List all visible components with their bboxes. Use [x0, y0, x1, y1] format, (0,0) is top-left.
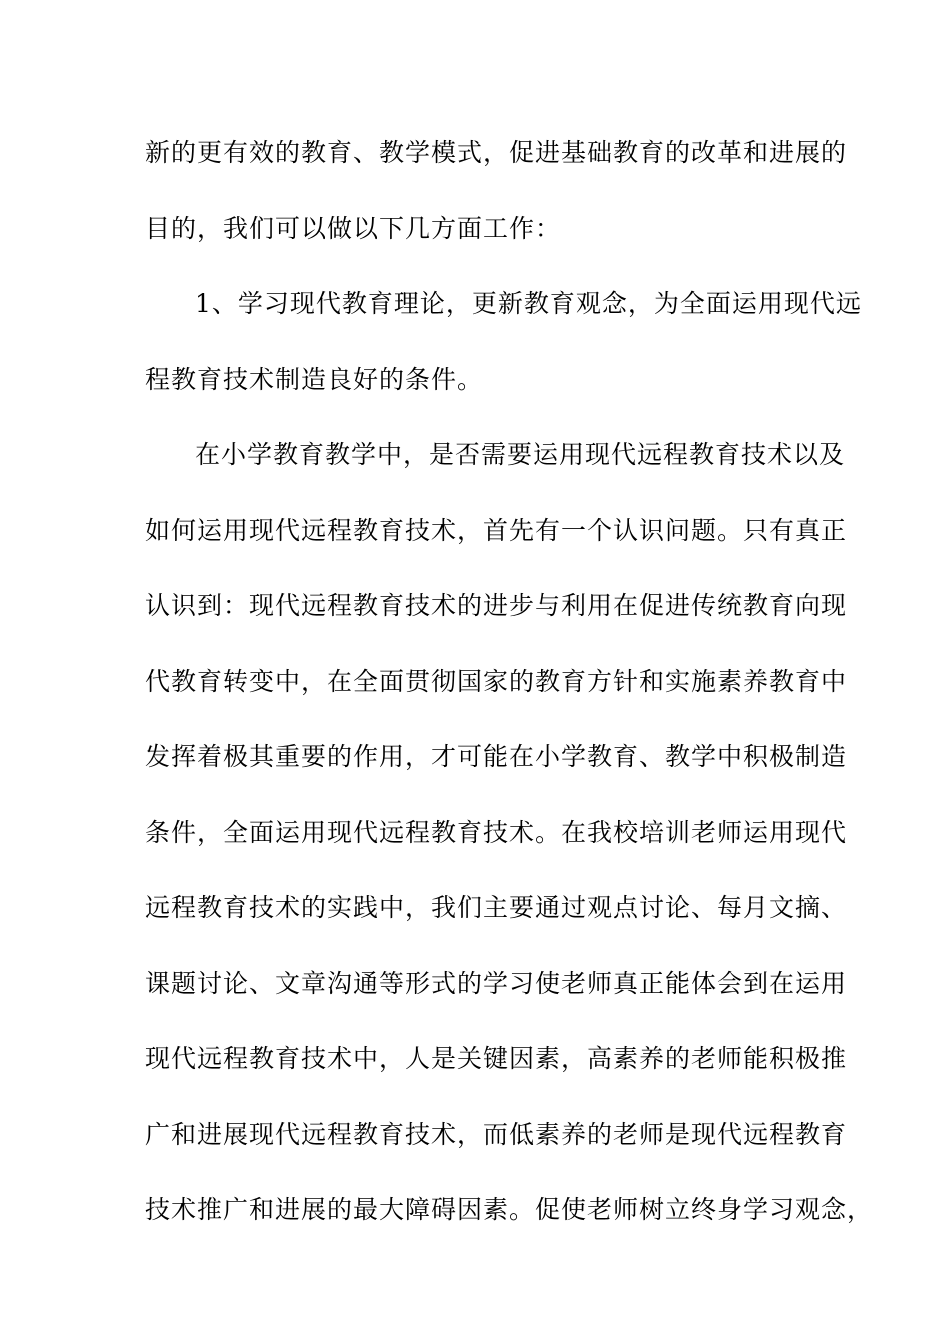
text-line-1: 新的更有效的教育、教学模式，促进基础教育的改革和进展的 [145, 138, 848, 167]
text-line-8: 代教育转变中，在全面贯彻国家的教育方针和实施素养教育中 [145, 666, 848, 696]
section-heading-1: 1、学习现代教育理论，更新教育观念，为全面运用现代远 [195, 289, 862, 318]
text-line-2: 目的，我们可以做以下几方面工作： [145, 213, 562, 243]
document-body [145, 133, 874, 1266]
text-line-11: 远程教育技术的实践中，我们主要通过观点讨论、每月文摘、 [145, 893, 848, 922]
text-line-15: 技术推广和进展的最大障碍因素。促使老师树立终身学习观念， [145, 1195, 874, 1224]
text-line-4: 程教育技术制造良好的条件。 [145, 364, 484, 394]
text-line-13: 现代远程教育技术中，人是关键因素，高素养的老师能积极推 [145, 1044, 848, 1073]
text-line-9: 发挥着极其重要的作用，才可能在小学教育、教学中积极制造 [145, 742, 848, 771]
paragraph-start: 在小学教育教学中，是否需要运用现代远程教育技术以及 [195, 440, 846, 469]
text-line-6: 如何运用现代远程教育技术，首先有一个认识问题。只有真正 [145, 515, 848, 545]
text-line-14: 广和进展现代远程教育技术，而低素养的老师是现代远程教育 [145, 1119, 848, 1149]
text-line-7: 认识到：现代远程教育技术的进步与利用在促进传统教育向现 [145, 591, 848, 620]
text-line-12: 课题讨论、文章沟通等形式的学习使老师真正能体会到在运用 [145, 968, 848, 998]
text-line-10: 条件，全面运用现代远程教育技术。在我校培训老师运用现代 [145, 817, 848, 847]
